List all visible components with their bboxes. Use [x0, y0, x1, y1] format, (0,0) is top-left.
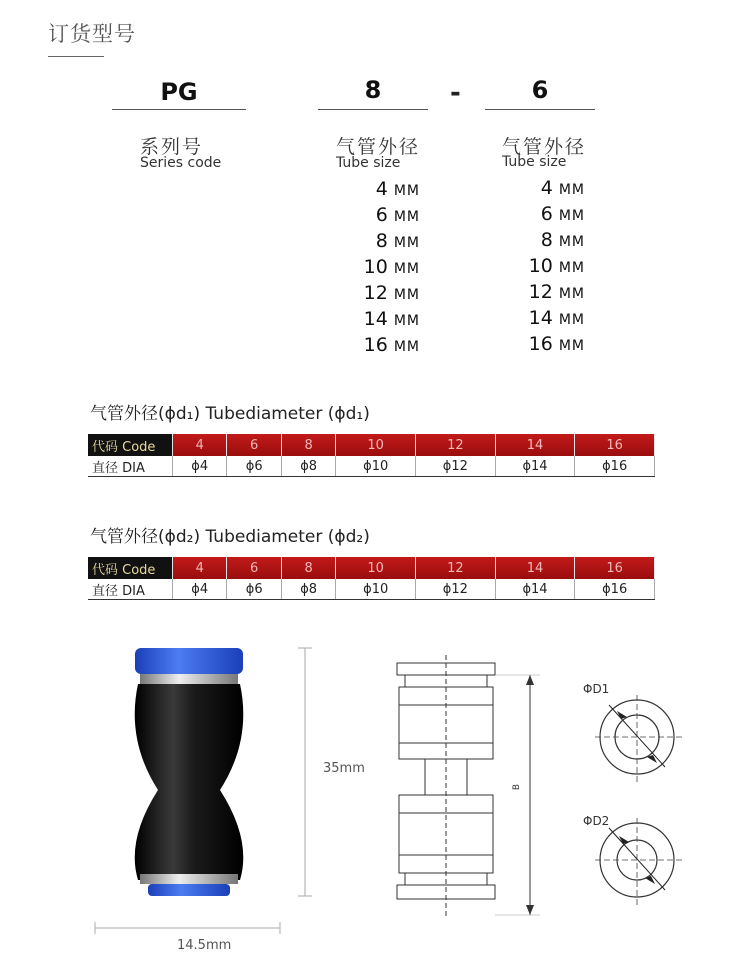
dia-cell: ϕ16	[575, 456, 655, 477]
dia-header: 直径 DIA	[88, 456, 173, 477]
code-header: 代码 Code	[88, 434, 173, 456]
technical-drawing	[385, 655, 555, 925]
dia-cell: ϕ8	[281, 456, 335, 477]
code-cell: 16	[575, 434, 655, 456]
dia-cell: ϕ10	[336, 579, 416, 600]
code-cell: 10	[336, 557, 416, 579]
series-label-en: Series code	[140, 155, 222, 171]
size-item: 16 MM	[363, 334, 420, 356]
tube2-label-cn: 气管外径	[502, 136, 587, 158]
series-label-cn: 系列号	[140, 136, 204, 158]
d2-label: ΦD2	[583, 814, 610, 828]
code-cell: 8	[281, 434, 335, 456]
table2-caption: 气管外径(ϕd₂) Tubediameter (ϕd₂)	[90, 527, 370, 547]
tube1-label-cn: 气管外径	[336, 136, 421, 158]
section-d2-drawing	[595, 818, 685, 908]
dia-cell: ϕ6	[227, 579, 281, 600]
code-cell: 10	[336, 434, 416, 456]
code-cell: 4	[173, 434, 227, 456]
size2-code-line	[485, 109, 595, 110]
drawing-height-label: B	[512, 783, 523, 791]
code-cell: 6	[227, 557, 281, 579]
dia-cell: ϕ16	[575, 579, 655, 600]
tube2-size-list	[495, 176, 605, 358]
size-item: 14 MM	[528, 307, 585, 329]
tube-diameter-table-2	[88, 557, 655, 600]
size-item: 4 MM	[375, 178, 420, 200]
code-dash: -	[450, 78, 461, 108]
table1-caption: 气管外径(ϕd₁) Tubediameter (ϕd₁)	[90, 404, 370, 424]
size2-code-value: 6	[531, 76, 549, 104]
code-cell: 6	[227, 434, 281, 456]
dia-cell: ϕ8	[281, 579, 335, 600]
series-code-line	[112, 109, 246, 110]
fitting-photo	[40, 630, 340, 960]
size-item: 8 MM	[375, 230, 420, 252]
page-title: 订货型号	[48, 22, 136, 46]
dia-cell: ϕ12	[416, 456, 496, 477]
size-item: 4 MM	[540, 177, 585, 199]
section-d1-drawing	[595, 695, 685, 785]
size-item: 16 MM	[528, 333, 585, 355]
code-cell: 14	[495, 434, 575, 456]
dia-cell: ϕ14	[495, 456, 575, 477]
dia-header: 直径 DIA	[88, 579, 173, 600]
code-header: 代码 Code	[88, 557, 173, 579]
size-item: 14 MM	[363, 308, 420, 330]
dia-cell: ϕ6	[227, 456, 281, 477]
d1-label: ΦD1	[583, 682, 610, 696]
size-item: 6 MM	[540, 203, 585, 225]
width-dimension: 14.5mm	[177, 938, 232, 953]
code-cell: 14	[495, 557, 575, 579]
size1-code-value: 8	[364, 76, 382, 104]
dia-cell: ϕ4	[173, 579, 227, 600]
fitting-image	[135, 648, 244, 896]
dia-cell: ϕ4	[173, 456, 227, 477]
height-dimension: 35mm	[323, 761, 365, 776]
tube-diameter-table-1	[88, 434, 655, 477]
tube1-label-en: Tube size	[336, 155, 401, 171]
dia-cell: ϕ12	[416, 579, 496, 600]
code-cell: 8	[281, 557, 335, 579]
code-cell: 12	[416, 557, 496, 579]
tube2-label-en: Tube size	[502, 154, 567, 170]
size-item: 8 MM	[540, 229, 585, 251]
size-item: 12 MM	[363, 282, 420, 304]
code-cell: 16	[575, 557, 655, 579]
tube1-size-list	[330, 177, 440, 359]
dia-cell: ϕ10	[336, 456, 416, 477]
size-item: 6 MM	[375, 204, 420, 226]
code-cell: 12	[416, 434, 496, 456]
size-item: 12 MM	[528, 281, 585, 303]
series-code-value: PG	[160, 78, 198, 106]
code-cell: 4	[173, 557, 227, 579]
size1-code-line	[318, 109, 428, 110]
size-item: 10 MM	[363, 256, 420, 278]
title-underline	[48, 56, 104, 57]
dia-cell: ϕ14	[495, 579, 575, 600]
size-item: 10 MM	[528, 255, 585, 277]
